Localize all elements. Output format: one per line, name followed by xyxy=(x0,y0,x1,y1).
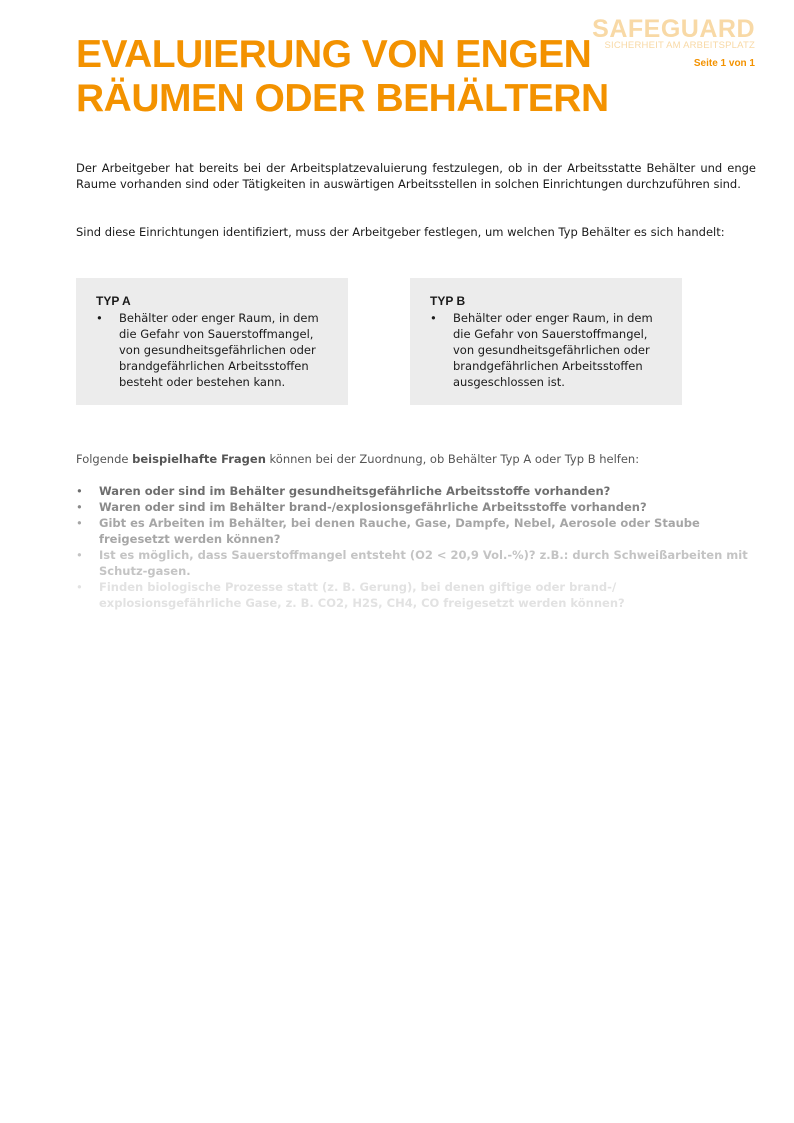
question-item xyxy=(76,515,756,547)
intro-after: können bei der Zuordnung, ob Behälter Typ A oder Typ B helfen: xyxy=(265,452,640,466)
intro-paragraph: Der Arbeitgeber hat bereits bei der Arbeitsplatzevaluierung festzulegen, ob in der Arbeitsstatte Behälter und enge Raume vorhanden sind oder Tätigkeiten in auswärtigen Arbeitsstellen in solchen Einrichtungen durchzuführen sind. xyxy=(76,161,756,191)
bullet-icon: • xyxy=(76,548,83,562)
type-b-item xyxy=(430,310,662,390)
logo-wordmark: SAFEGUARD xyxy=(592,15,755,43)
questions-intro xyxy=(76,451,639,467)
type-b-box xyxy=(410,278,682,405)
type-a-title: TYP A xyxy=(96,294,131,308)
document-title xyxy=(76,33,609,121)
type-a-item xyxy=(96,310,328,390)
page-number: Seite 1 von 1 xyxy=(693,58,755,69)
intro-bold: beispielhafte Fragen xyxy=(132,452,266,466)
bullet-icon: • xyxy=(76,484,83,498)
question-item xyxy=(76,547,756,579)
question-text: Waren oder sind im Behälter brand-/explosionsgefährliche Arbeitsstoffe vorhanden? xyxy=(99,500,647,514)
type-b-title: TYP B xyxy=(430,294,466,308)
question-list xyxy=(76,483,756,611)
intro-before: Folgende xyxy=(76,452,133,466)
title-line-2: RÄUMEN ODER BEHÄLTERN xyxy=(76,77,609,120)
safeguard-logo xyxy=(592,15,755,51)
logo-tagline: SICHERHEIT AM ARBEITSPLATZ xyxy=(604,40,755,51)
type-b-text: Behälter oder enger Raum, in dem die Gefahr von Sauerstoffmangel, von gesundheitsgefährlichen oder brandgefährlichen Arbeitsstoffen ausgeschlossen ist. xyxy=(453,311,653,389)
question-text: Finden biologische Prozesse statt (z. B. Gerung), bei denen giftige oder brand-/ explosionsgefährliche Gase, z. B. CO2, H2S, CH4, CO freigesetzt werden können? xyxy=(99,580,625,610)
type-a-box xyxy=(76,278,348,405)
bullet-icon: • xyxy=(76,500,83,514)
type-a-text: Behälter oder enger Raum, in dem die Gefahr von Sauerstoffmangel, von gesundheitsgefährlichen oder brandgefährlichen Arbeitsstoffen besteht oder bestehen kann. xyxy=(119,311,319,389)
question-text: Ist es möglich, dass Sauerstoffmangel entsteht (O2 < 20,9 Vol.-%)? z.B.: durch Schweißarbeiten mit Schutz-gasen. xyxy=(99,548,748,578)
question-text: Waren oder sind im Behälter gesundheitsgefährliche Arbeitsstoffe vorhanden? xyxy=(99,484,611,498)
type-paragraph: Sind diese Einrichtungen identifiziert, muss der Arbeitgeber festlegen, um welchen Typ Behälter es sich handelt: xyxy=(76,225,725,239)
bullet-icon: • xyxy=(76,516,83,530)
title-line-1: EVALUIERUNG VON ENGEN xyxy=(76,33,592,76)
bullet-icon: • xyxy=(76,580,83,594)
bullet-icon: • xyxy=(96,311,103,325)
question-item xyxy=(76,579,756,611)
question-text: Gibt es Arbeiten im Behälter, bei denen Rauche, Gase, Dampfe, Nebel, Aerosole oder Staube freigesetzt werden können? xyxy=(99,516,700,546)
question-item xyxy=(76,483,756,499)
question-item xyxy=(76,499,756,515)
bullet-icon: • xyxy=(430,311,437,325)
